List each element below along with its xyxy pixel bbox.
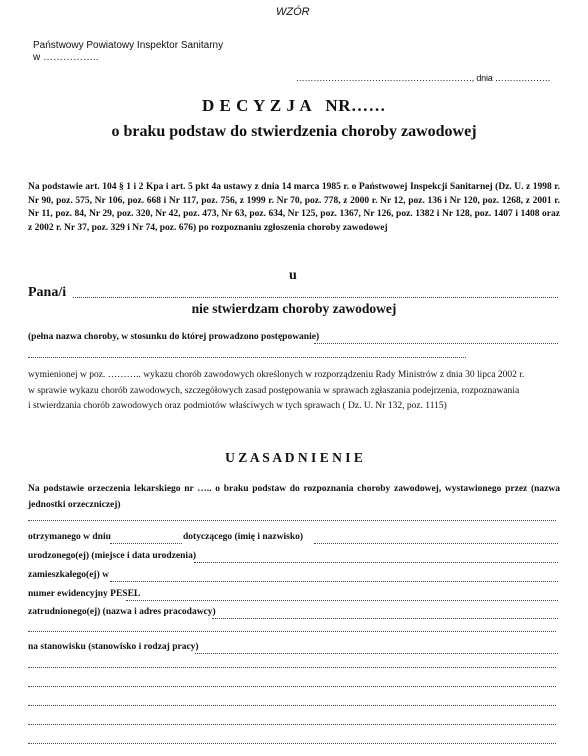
justification-intro-line: jednostki orzeczniczej) <box>28 500 121 510</box>
field-urodzonego: urodzonego(ej) (miejsce i data urodzenia) <box>28 551 196 561</box>
justification-intro <box>28 481 560 513</box>
fill-pesel <box>126 600 558 601</box>
fill-urodzonego <box>194 562 558 563</box>
fill-otrzymanego <box>110 543 182 544</box>
field-stanowisko: na stanowisku (stanowisko i rodzaj pracy) <box>28 642 199 652</box>
fill-stanowisko <box>195 653 558 654</box>
fill-line-1 <box>28 520 556 521</box>
field-pesel: numer ewidencyjny PESEL <box>28 589 141 599</box>
nie-stwierdzam: nie stwierdzam choroby zawodowej <box>191 301 397 316</box>
field-zamieszkalego: zamieszkałego(ej) w <box>28 570 109 580</box>
fill-dotyczacego <box>314 543 558 544</box>
wymienionej-line: w sprawie wykazu chorób zawodowych, szczegółowych zasad postępowania w sprawach zgłaszania podejrzenia, rozpoznawania <box>28 385 520 396</box>
fill-line-5 <box>28 705 556 706</box>
disease-label: (pełna nazwa choroby, w stosunku do której prowadzono postępowanie) <box>28 332 320 342</box>
fill-line-6 <box>28 724 556 725</box>
wzor-label: WZÓR <box>276 6 310 18</box>
wymienionej-line: i stwierdzania chorób zawodowych oraz podmiotów właściwych w tych sprawach ( Dz. U. Nr 132, poz. 1115) <box>28 401 447 411</box>
field-otrzymanego: otrzymanego w dniu <box>28 532 111 542</box>
legal-basis <box>28 181 560 236</box>
wymienionej-paragraph <box>28 368 560 415</box>
fill-zamieszkalego <box>110 581 558 582</box>
fill-zatrudnionego <box>212 618 558 619</box>
disease-fill-line <box>314 343 558 344</box>
date-separator: , dnia <box>471 73 495 83</box>
legal-basis-line: z 2002 r. Nr 37, poz. 329 i Nr 74, poz. 676) po rozpoznaniu zgłoszenia choroby zawodowej <box>28 223 388 234</box>
location-dots: …………….. <box>43 52 99 63</box>
fill-line-7 <box>28 743 556 744</box>
inspector-title: Państwowy Powiatowy Inspektor Sanitarny <box>33 40 224 51</box>
decision-title: D E C Y Z J A NR…… <box>202 96 386 115</box>
fill-line-4 <box>28 686 556 687</box>
field-zatrudnionego: zatrudnionego(ej) (nazwa i adres pracodawcy) <box>28 607 216 617</box>
u-label: u <box>289 268 297 283</box>
fill-line-2 <box>28 631 556 632</box>
decision-subtitle: o braku podstaw do stwierdzenia choroby zawodowej <box>111 123 477 140</box>
place-dots: …………………………………………………… <box>295 73 472 83</box>
location-prefix: w <box>33 52 43 63</box>
legal-basis-line: Na podstawie art. 104 § 1 i 2 Kpa i art. 5 pkt 4a ustawy z dnia 14 marca 1985 r. o Państwowej Inspekcji Sanitarnej (Dz. U. z 1998 r. <box>28 182 560 192</box>
pana-fill-line <box>73 297 558 298</box>
field-dotyczacego: dotyczącego (imię i nazwisko) <box>183 532 304 542</box>
wymienionej-line: wymienionej w poz. ……….. wykazu chorób zawodowych określonych w rozporządzeniu Rady Ministrów z dnia 30 lipca 2002 r. <box>28 370 525 380</box>
date-line <box>296 73 550 83</box>
date-dots: ………………. <box>494 73 550 83</box>
pana-label: Pana/i <box>28 285 67 300</box>
justification-intro-line: Na podstawie orzeczenia lekarskiego nr ….. o braku podstaw do rozpoznania choroby zawodowej, wystawionego przez (nazwa <box>28 484 560 494</box>
disease-fill-line-2 <box>28 357 466 358</box>
inspector-location <box>33 52 99 63</box>
legal-basis-line: Nr 11, poz. 84, Nr 29, poz. 320, Nr 42, poz. 473, Nr 63, poz. 634, Nr 125, poz. 1367, Nr 126, poz. 1382 i Nr 128, poz. 1407 i 1408 oraz <box>28 209 560 220</box>
justification-heading: U Z A S A D N I E N I E <box>225 450 363 465</box>
legal-basis-line: Nr 90, poz. 575, Nr 106, poz. 668 i Nr 117, poz. 756, z 1999 r. Nr 70, poz. 778, z 2000 r. Nr 12, poz. 136 i Nr 120, poz. 1268, z 2001 r. <box>28 195 560 206</box>
fill-line-3 <box>28 667 556 668</box>
